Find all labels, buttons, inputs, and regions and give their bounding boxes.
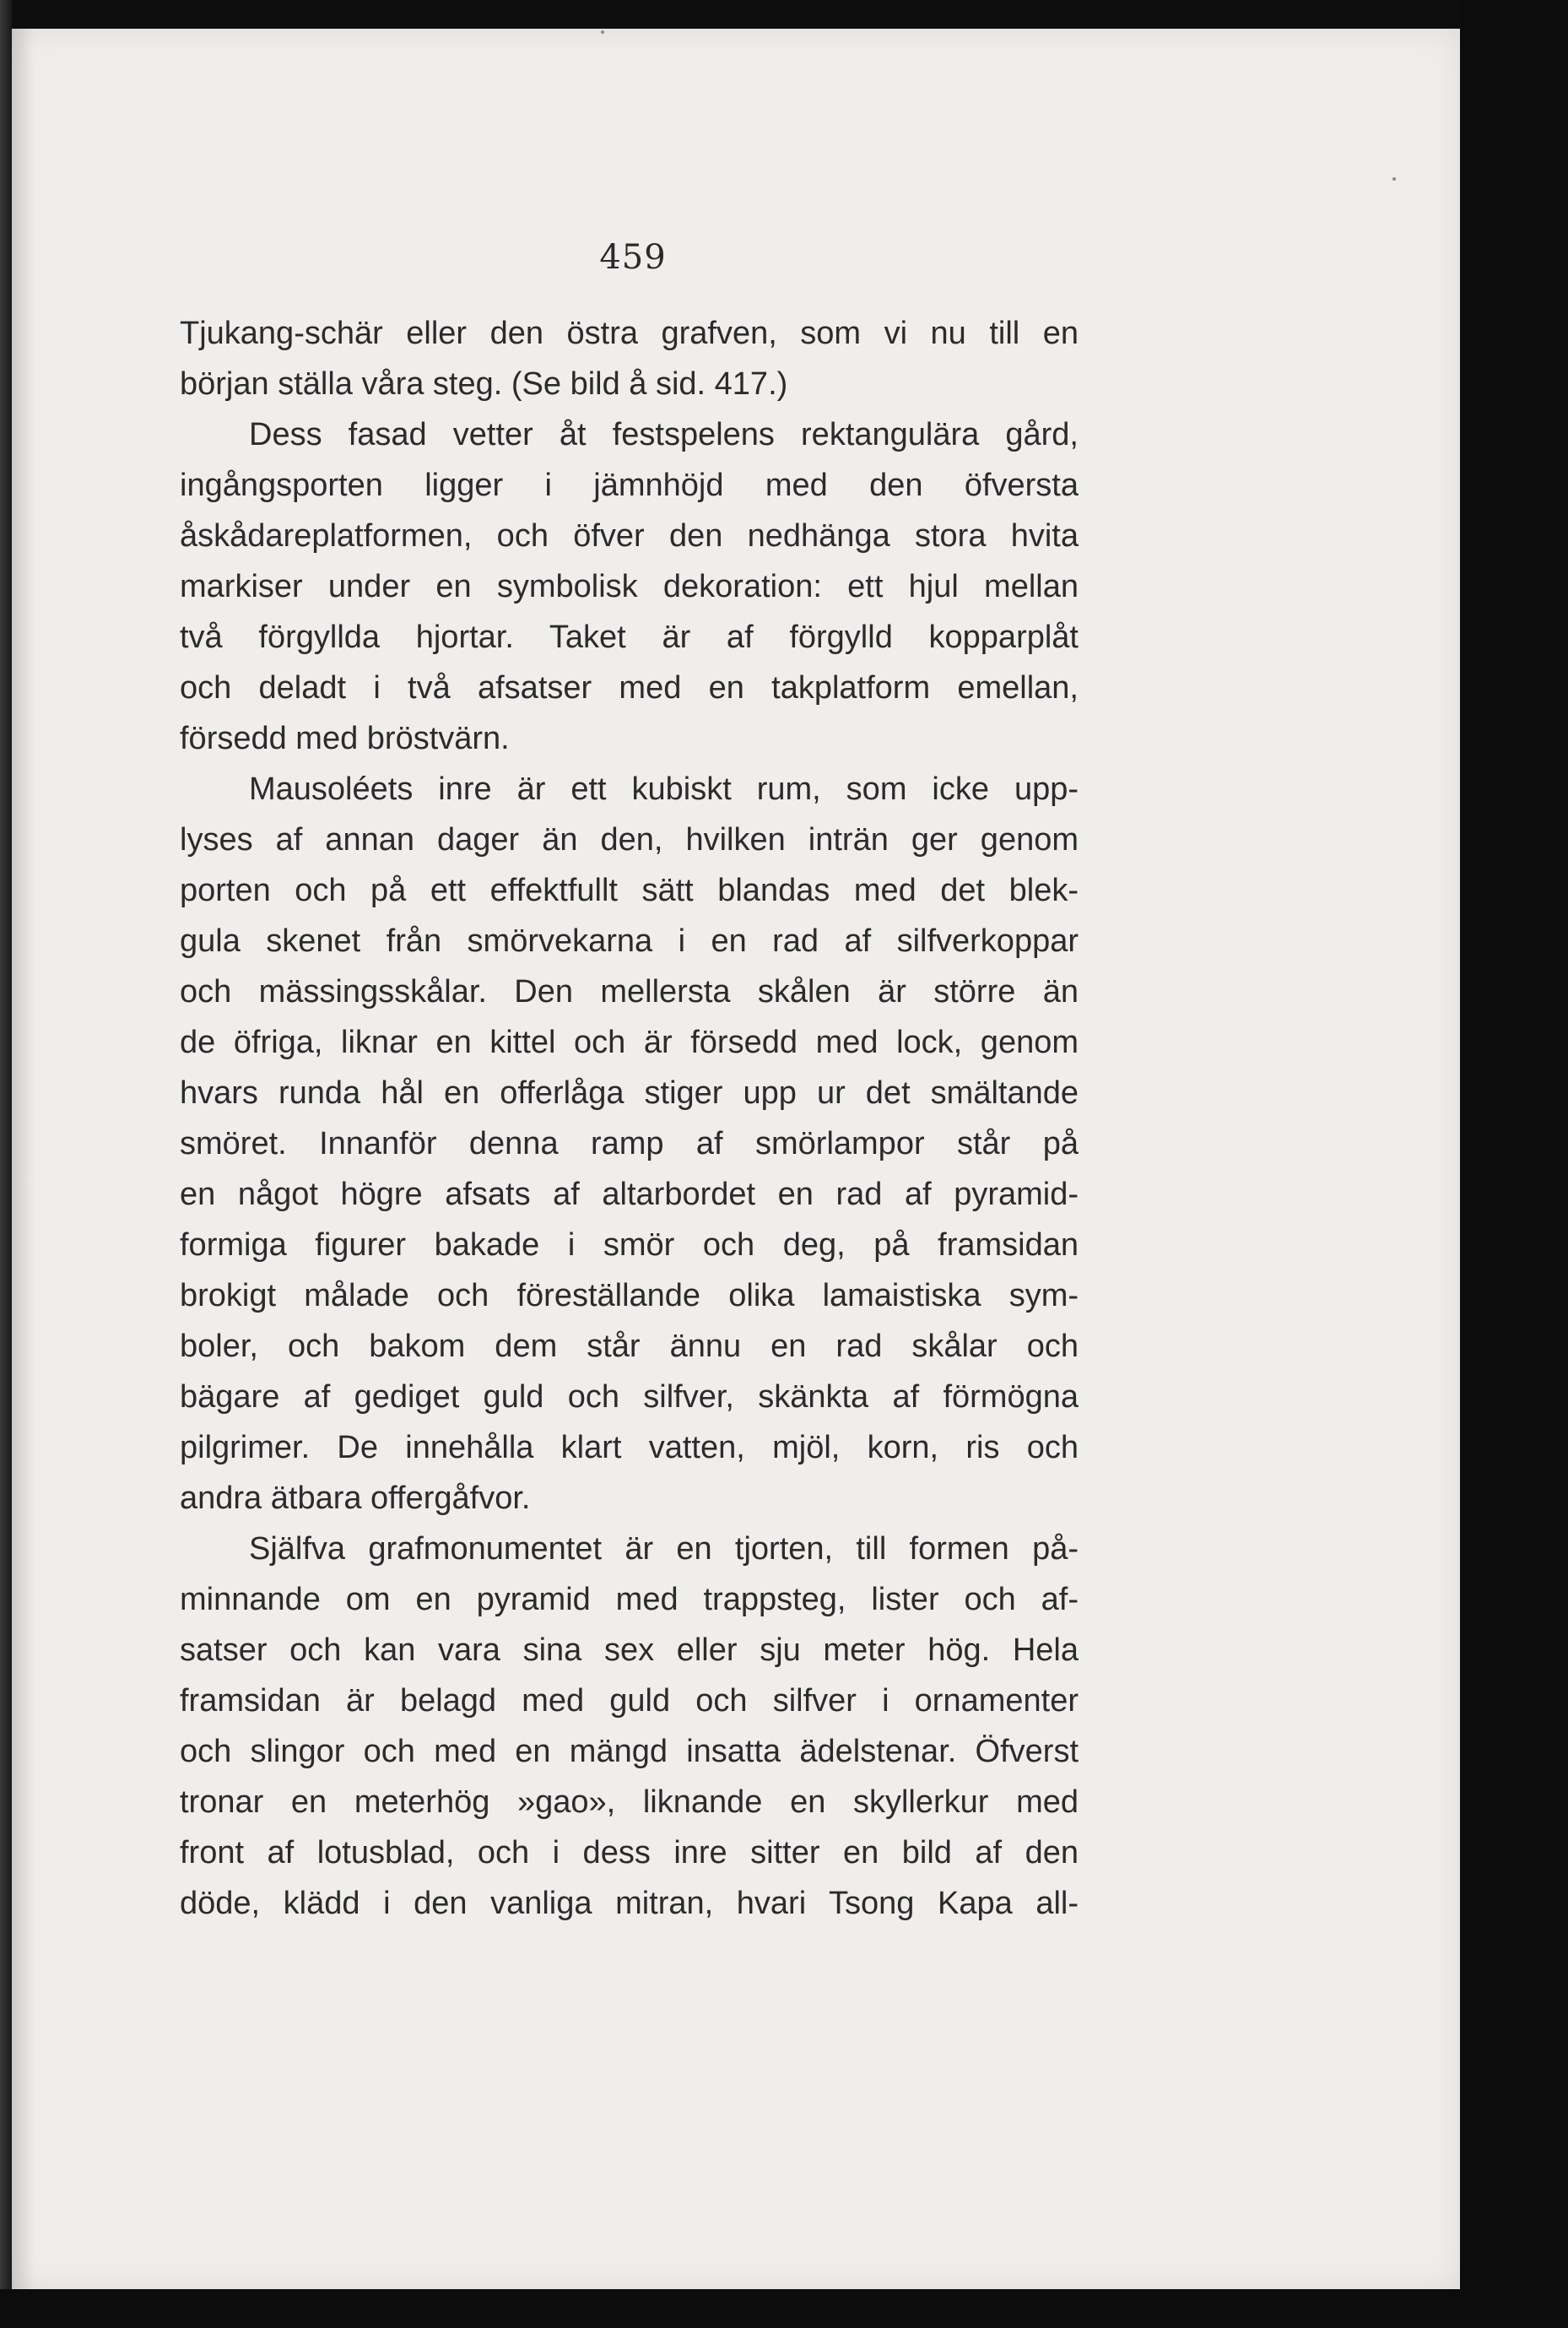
text-line: hvars runda hål en offerlåga stiger upp ur det smältande (180, 1075, 1079, 1111)
paper-speck (601, 30, 604, 34)
text-line: boler, och bakom dem står ännu en rad skålar och (180, 1329, 1079, 1364)
text-line: porten och på ett effektfullt sätt blandas med det blek- (180, 873, 1079, 908)
text-line: bägare af gediget guld och silfver, skänkta af förmögna (180, 1379, 1079, 1415)
text-line: och mässingsskålar. Den mellersta skålen är större än (180, 974, 1079, 1010)
text-line: smöret. Innanför denna ramp af smörlampor står på (180, 1126, 1079, 1161)
text-line: gula skenet från smörvekarna i en rad af silfverkoppar (180, 923, 1079, 959)
text-line: markiser under en symbolisk dekoration: ett hjul mellan (180, 569, 1079, 604)
text-line: döde, klädd i den vanliga mitran, hvari Tsong Kapa all- (180, 1886, 1079, 1921)
text-line: försedd med bröstvärn. (180, 721, 510, 756)
text-line: de öfriga, liknar en kittel och är försedd med lock, genom (180, 1025, 1079, 1060)
paper-speck (1392, 177, 1396, 181)
text-line: och slingor och med en mängd insatta ädelstenar. Öfverst (180, 1734, 1079, 1769)
text-line: pilgrimer. De innehålla klart vatten, mjöl, korn, ris och (180, 1430, 1079, 1465)
text-line: front af lotusblad, och i dess inre sitter en bild af den (180, 1835, 1079, 1871)
text-line: lyses af annan dager än den, hvilken inträn ger genom (180, 822, 1079, 858)
text-line: tronar en meterhög »gao», liknande en skyllerkur med (180, 1784, 1079, 1820)
page-gutter-shadow (12, 29, 34, 2289)
text-line: början ställa våra steg. (Se bild å sid. 417.) (180, 366, 788, 402)
text-line: och deladt i två afsatser med en takplatform emellan, (180, 670, 1079, 706)
text-line: två förgyllda hjortar. Taket är af förgylld kopparplåt (180, 620, 1079, 655)
text-line: brokigt målade och föreställande olika lamaistiska sym- (180, 1278, 1079, 1313)
text-line: Dess fasad vetter åt festspelens rektangulära gård, (249, 417, 1079, 452)
text-line: framsidan är belagd med guld och silfver i ornamenter (180, 1683, 1079, 1719)
text-line: Själfva grafmonumentet är en tjorten, till formen på- (249, 1531, 1079, 1567)
text-line: minnande om en pyramid med trappsteg, lister och af- (180, 1582, 1079, 1617)
page-number: 459 (599, 238, 667, 277)
text-line: andra ätbara offergåfvor. (180, 1481, 531, 1516)
text-line: en något högre afsats af altarbordet en rad af pyramid- (180, 1177, 1079, 1212)
text-line: satser och kan vara sina sex eller sju meter hög. Hela (180, 1632, 1079, 1668)
text-line: Tjukang-schär eller den östra grafven, som vi nu till en (180, 316, 1079, 351)
scan-border-bottom (0, 2289, 1568, 2328)
text-line: Mausoléets inre är ett kubiskt rum, som icke upp- (249, 771, 1079, 807)
scan-border-top (0, 0, 1568, 29)
text-line: ingångsporten ligger i jämnhöjd med den öfversta (180, 468, 1079, 503)
text-line: formiga figurer bakade i smör och deg, på framsidan (180, 1227, 1079, 1263)
scan-border-left (0, 0, 12, 2328)
text-line: åskådareplatformen, och öfver den nedhänga stora hvita (180, 518, 1079, 554)
scan-border-right (1460, 0, 1568, 2328)
